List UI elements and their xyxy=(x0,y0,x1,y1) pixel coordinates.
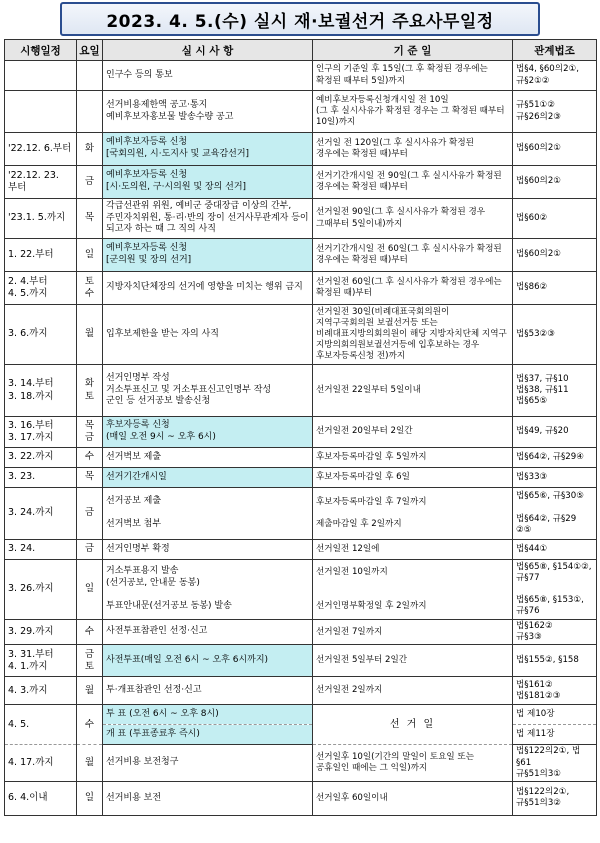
cell-date: 3. 24.까지 xyxy=(5,488,77,540)
cell-task: 선거비용 보전 xyxy=(103,781,313,815)
cell-law: 법§60의2① xyxy=(513,239,597,272)
header-criteria: 기 준 일 xyxy=(313,40,513,61)
cell-day xyxy=(77,91,103,133)
cell-law: 법§122의2①, 법§61 규§51의3① xyxy=(513,745,597,782)
cell-date: '22.12. 23.부터 xyxy=(5,166,77,199)
table-row xyxy=(5,166,597,199)
cell-day: 금 xyxy=(77,166,103,199)
table-row xyxy=(5,133,597,166)
cell-law: 법§155②, §158 xyxy=(513,645,597,677)
table-row xyxy=(5,272,597,305)
cell-day: 수 xyxy=(77,448,103,468)
cell-date: 3. 26.까지 xyxy=(5,560,77,620)
cell-task: 선거기간개시일 xyxy=(103,468,313,488)
cell-criteria: 후보자등록마감일 후 7일까지 제출마감일 후 2일까지 xyxy=(313,488,513,540)
cell-task: 지방자치단체장의 선거에 영향을 미치는 행위 금지 xyxy=(103,272,313,305)
cell-law: 법§53②③ xyxy=(513,305,597,365)
cell-criteria: 인구의 기준일 후 15일(그 후 확정된 경우에는 확정된 때부터 5일)까지 xyxy=(313,61,513,91)
schedule-table xyxy=(4,39,597,816)
cell-date: '23.1. 5.까지 xyxy=(5,199,77,239)
table-row xyxy=(5,705,597,725)
table-row xyxy=(5,540,597,560)
cell-day: 토 수 xyxy=(77,272,103,305)
cell-law: 법§86② xyxy=(513,272,597,305)
cell-day: 일 xyxy=(77,239,103,272)
cell-task: 선거공보 제출 선거벽보 첨부 xyxy=(103,488,313,540)
cell-task: 선거인명부 작성 거소투표신고 및 거소투표신고인명부 작성 군인 등 선거공보 발송신청 xyxy=(103,365,313,417)
cell-criteria: 선거일전 90일(그 후 실시사유가 확정된 경우 그때부터 5일이내)까지 xyxy=(313,199,513,239)
cell-law: 법§60의2① xyxy=(513,166,597,199)
cell-criteria: 선거기간개시일 전 60일(그 후 실시사유가 확정된 경우에는 확정된 때)부터 xyxy=(313,239,513,272)
cell-task: 예비후보자등록 신청 [군의원 및 장의 선거] xyxy=(103,239,313,272)
header-task: 실 시 사 항 xyxy=(103,40,313,61)
page-title: 2023. 4. 5.(수) 실시 재·보궐선거 주요사무일정 xyxy=(60,2,540,36)
cell-law: 법§37, 규§10 법§38, 규§11 법§65⑤ xyxy=(513,365,597,417)
cell-task: 거소투표용지 발송 (선거공보, 안내문 동봉) 투표안내문(선거공보 동봉) 발송 xyxy=(103,560,313,620)
cell-date: 3. 22.까지 xyxy=(5,448,77,468)
cell-task: 선거비용 보전청구 xyxy=(103,745,313,782)
cell-criteria: 선거일전 12일에 xyxy=(313,540,513,560)
table-row xyxy=(5,677,597,705)
cell-day: 금 토 xyxy=(77,645,103,677)
cell-law: 법§4, §60의2①, 규§2①② xyxy=(513,61,597,91)
cell-task: 예비후보자등록 신청 [국회의원, 시·도지사 및 교육감선거] xyxy=(103,133,313,166)
cell-task: 사전투표(매일 오전 6시 ~ 오후 6시까지) xyxy=(103,645,313,677)
cell-task: 사전투표참관인 선정·신고 xyxy=(103,620,313,645)
cell-law: 법§49, 규§20 xyxy=(513,417,597,448)
cell-day: 금 xyxy=(77,540,103,560)
cell-law: 법§122의2①, 규§51의3② xyxy=(513,781,597,815)
table-row xyxy=(5,620,597,645)
cell-task: 입후보제한을 받는 자의 사직 xyxy=(103,305,313,365)
table-row xyxy=(5,745,597,782)
cell-law: 규§51①② 규§26의2③ xyxy=(513,91,597,133)
cell-day xyxy=(77,61,103,91)
table-row xyxy=(5,61,597,91)
cell-task: 예비후보자등록 신청 [시·도의원, 구·시의원 및 장의 선거] xyxy=(103,166,313,199)
cell-date: 3. 31.부터 4. 1.까지 xyxy=(5,645,77,677)
table-row xyxy=(5,781,597,815)
table-row xyxy=(5,305,597,365)
cell-day: 화 토 xyxy=(77,365,103,417)
cell-law: 법§33③ xyxy=(513,468,597,488)
cell-criteria: 선거일전 20일부터 2일간 xyxy=(313,417,513,448)
cell-day: 목 금 xyxy=(77,417,103,448)
table-row xyxy=(5,448,597,468)
cell-date: 3. 14.부터 3. 18.까지 xyxy=(5,365,77,417)
cell-criteria: 선거일전 5일부터 2일간 xyxy=(313,645,513,677)
cell-date: 4. 17.까지 xyxy=(5,745,77,782)
cell-date: '22.12. 6.부터 xyxy=(5,133,77,166)
cell-task: 선거비용제한액 공고·통지 예비후보자홍보물 발송수량 공고 xyxy=(103,91,313,133)
cell-date: 3. 23. xyxy=(5,468,77,488)
cell-task: 투·개표참관인 선정·신고 xyxy=(103,677,313,705)
cell-criteria: 선 거 일 xyxy=(313,705,513,745)
cell-task: 인구수 등의 통보 xyxy=(103,61,313,91)
cell-day: 목 xyxy=(77,199,103,239)
cell-task: 선거벽보 제출 xyxy=(103,448,313,468)
cell-date xyxy=(5,61,77,91)
cell-criteria: 후보자등록마감일 후 6일 xyxy=(313,468,513,488)
cell-law: 법§161② 법§181②③ xyxy=(513,677,597,705)
cell-task: 선거인명부 확정 xyxy=(103,540,313,560)
table-row xyxy=(5,417,597,448)
table-row xyxy=(5,91,597,133)
cell-task: 후보자등록 신청 (매일 오전 9시 ~ 오후 6시) xyxy=(103,417,313,448)
cell-law: 법§162② 규§3③ xyxy=(513,620,597,645)
cell-criteria: 후보자등록마감일 후 5일까지 xyxy=(313,448,513,468)
cell-criteria: 선거일전 2일까지 xyxy=(313,677,513,705)
table-header-row xyxy=(5,40,597,61)
cell-law: 법§64②, 규§29④ xyxy=(513,448,597,468)
cell-date xyxy=(5,91,77,133)
cell-task: 투 표 (오전 6시 ~ 오후 8시) xyxy=(103,705,313,725)
cell-day: 월 xyxy=(77,305,103,365)
cell-date: 3. 6.까지 xyxy=(5,305,77,365)
cell-criteria: 선거일 전 120일(그 후 실시사유가 확정된 경우에는 확정된 때)부터 xyxy=(313,133,513,166)
cell-criteria: 선거일후 60일이내 xyxy=(313,781,513,815)
cell-law: 법§60의2① xyxy=(513,133,597,166)
cell-law: 법§65⑥, 규§30⑤ 법§64②, 규§29 ②⑤ xyxy=(513,488,597,540)
cell-criteria: 예비후보자등록신청개시일 전 10일 (그 후 실시사유가 확정된 경우는 그 확정된 때부터 10일)까지 xyxy=(313,91,513,133)
cell-criteria: 선거일전 60일(그 후 실시사유가 확정된 경우에는 확정된 때)부터 xyxy=(313,272,513,305)
cell-date: 3. 24. xyxy=(5,540,77,560)
cell-law: 법 제11장 xyxy=(513,725,597,745)
cell-criteria: 선거일전 10일까지 선거인명부확정일 후 2일까지 xyxy=(313,560,513,620)
cell-criteria: 선거일전 22일부터 5일이내 xyxy=(313,365,513,417)
table-row xyxy=(5,645,597,677)
cell-task: 개 표 (투표종료후 즉시) xyxy=(103,725,313,745)
cell-date: 4. 3.까지 xyxy=(5,677,77,705)
table-row xyxy=(5,365,597,417)
cell-law: 법 제10장 xyxy=(513,705,597,725)
cell-day: 일 xyxy=(77,560,103,620)
cell-date: 3. 16.부터 3. 17.까지 xyxy=(5,417,77,448)
cell-date: 4. 5. xyxy=(5,705,77,745)
cell-criteria: 선거일후 10일(기간의 말일이 토요일 또는 공휴일인 때에는 그 익일)까지 xyxy=(313,745,513,782)
cell-day: 화 xyxy=(77,133,103,166)
cell-criteria: 선거일전 7일까지 xyxy=(313,620,513,645)
cell-day: 월 xyxy=(77,677,103,705)
cell-date: 3. 29.까지 xyxy=(5,620,77,645)
table-row xyxy=(5,560,597,620)
cell-date: 6. 4.이내 xyxy=(5,781,77,815)
cell-date: 1. 22.부터 xyxy=(5,239,77,272)
cell-law: 법§44① xyxy=(513,540,597,560)
table-row xyxy=(5,239,597,272)
header-date: 시행일정 xyxy=(5,40,77,61)
header-law: 관계법조 xyxy=(513,40,597,61)
cell-criteria: 선거기간개시일 전 90일(그 후 실시사유가 확정된 경우에는 확정된 때)부터 xyxy=(313,166,513,199)
cell-day: 금 xyxy=(77,488,103,540)
header-day: 요일 xyxy=(77,40,103,61)
cell-day: 수 xyxy=(77,620,103,645)
cell-date: 2. 4.부터 4. 5.까지 xyxy=(5,272,77,305)
table-row xyxy=(5,488,597,540)
table-row xyxy=(5,199,597,239)
cell-day: 수 xyxy=(77,705,103,745)
cell-day: 목 xyxy=(77,468,103,488)
cell-day: 일 xyxy=(77,781,103,815)
cell-law: 법§65⑧, §154①②, 규§77 법§65⑧, §153①, 규§76 xyxy=(513,560,597,620)
cell-law: 법§60② xyxy=(513,199,597,239)
cell-task: 각급선관위 위원, 예비군 중대장급 이상의 간부, 주민자치위원, 통·리·반의 장이 선거사무관계자 등이 되고자 하는 때 그 직의 사직 xyxy=(103,199,313,239)
table-row xyxy=(5,468,597,488)
cell-criteria: 선거일전 30일(비례대표국회의원이 지역구국회의원 보궐선거등 또는 비례대표지방의회의원이 해당 지방자치단체 지역구 지방의회의원보궐선거등에 입후보하는 경우 후보자등록신청 전)까지 xyxy=(313,305,513,365)
cell-day: 월 xyxy=(77,745,103,782)
